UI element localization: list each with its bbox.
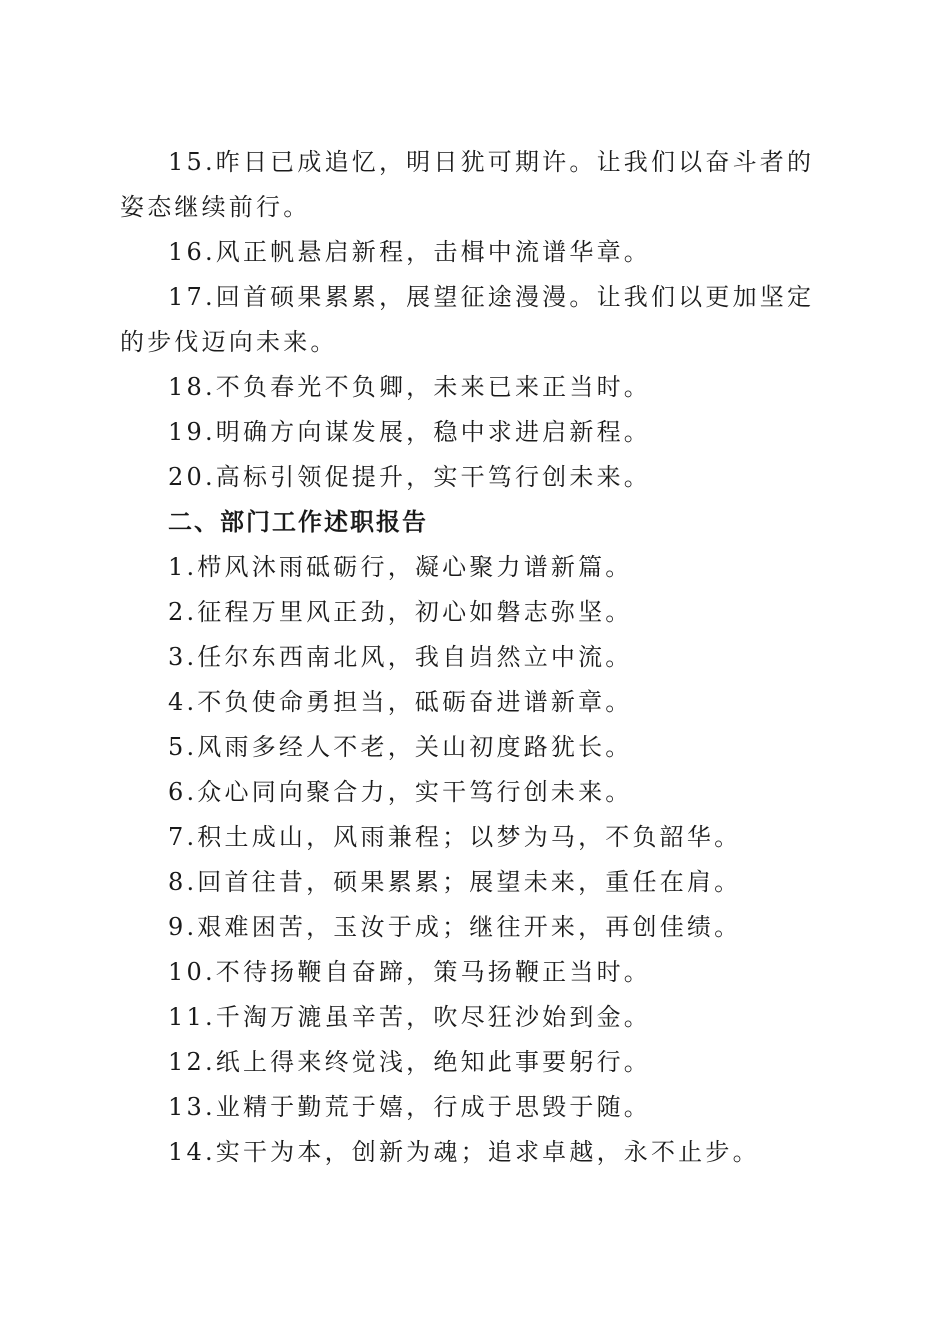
list-item: 12.纸上得来终觉浅，绝知此事要躬行。 (168, 1048, 651, 1076)
section-heading: 二、部门工作述职报告 (168, 508, 428, 536)
document-body (120, 140, 825, 1175)
list-item: 13.业精于勤荒于嬉，行成于思毁于随。 (168, 1093, 651, 1121)
list-item: 6.众心同向聚合力，实干笃行创未来。 (168, 778, 633, 806)
list-item: 5.风雨多经人不老，关山初度路犹长。 (168, 733, 633, 761)
list-item: 11.千淘万漉虽辛苦，吹尽狂沙始到金。 (168, 1003, 651, 1031)
list-item: 1.栉风沐雨砥砺行，凝心聚力谱新篇。 (168, 553, 633, 581)
list-item: 9.艰难困苦，玉汝于成；继往开来，再创佳绩。 (168, 913, 742, 941)
list-item: 3.任尔东西南北风，我自岿然立中流。 (168, 643, 633, 671)
list-item: 10.不待扬鞭自奋蹄，策马扬鞭正当时。 (168, 958, 651, 986)
list-item: 18.不负春光不负卿，未来已来正当时。 (168, 373, 651, 401)
list-item: 15.昨日已成追忆，明日犹可期许。让我们以奋斗者的姿态继续前行。 (120, 148, 815, 221)
list-item: 16.风正帆悬启新程，击楫中流谱华章。 (168, 238, 651, 266)
list-item: 8.回首往昔，硕果累累；展望未来，重任在肩。 (168, 868, 742, 896)
list-item: 19.明确方向谋发展，稳中求进启新程。 (168, 418, 651, 446)
list-item: 2.征程万里风正劲，初心如磐志弥坚。 (168, 598, 633, 626)
list-item: 20.高标引领促提升，实干笃行创未来。 (168, 463, 651, 491)
list-item: 14.实干为本，创新为魂；追求卓越，永不止步。 (168, 1138, 760, 1166)
list-item: 4.不负使命勇担当，砥砺奋进谱新章。 (168, 688, 633, 716)
list-item: 7.积土成山，风雨兼程；以梦为马，不负韶华。 (168, 823, 742, 851)
list-item: 17.回首硕果累累，展望征途漫漫。让我们以更加坚定的步伐迈向未来。 (120, 283, 815, 356)
